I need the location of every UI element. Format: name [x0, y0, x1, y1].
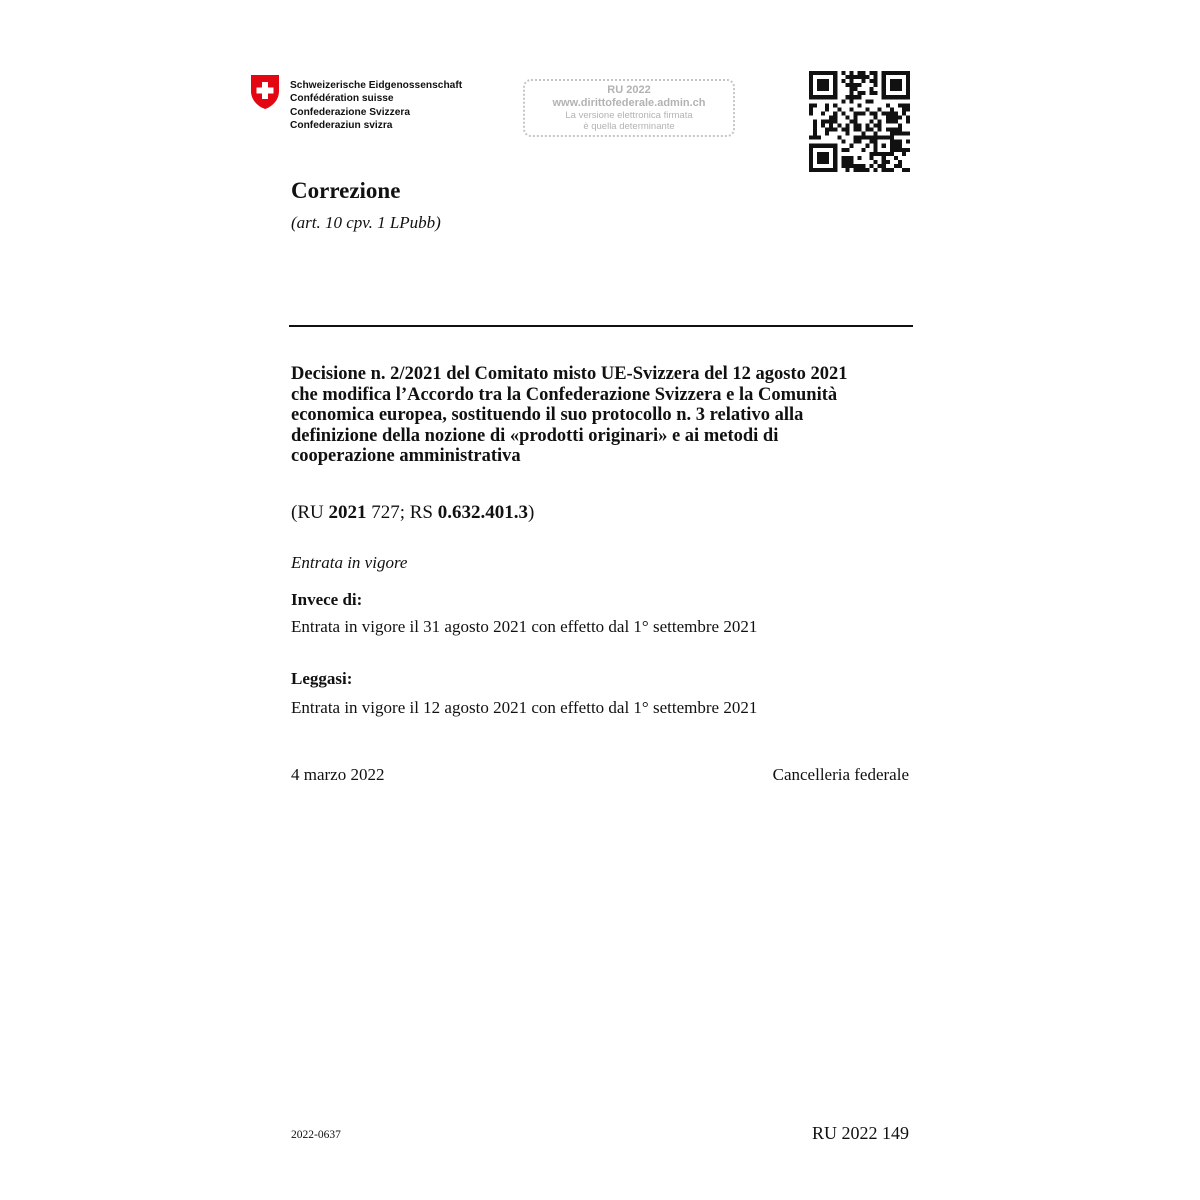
document-number: 2022-0637 — [291, 1129, 341, 1141]
qr-code-icon — [809, 71, 910, 172]
swiss-cross-icon — [250, 74, 280, 110]
page-title: Correzione — [291, 178, 401, 203]
confederation-name-it: Confederazione Svizzera — [290, 106, 411, 118]
stamp-note-2: è quella determinante — [583, 121, 675, 132]
confederation-names — [290, 79, 462, 132]
ref-ru-year: 2021 — [328, 502, 367, 523]
ref-rs-number: 0.632.401.3 — [437, 502, 529, 523]
divider — [289, 325, 913, 327]
read-text: Entrata in vigore il 12 agosto 2021 con effetto dal 1° settembre 2021 — [291, 698, 758, 717]
official-reference — [291, 502, 534, 524]
heading-line: cooperazione amministrativa — [291, 446, 521, 466]
stamp-ru: RU 2022 — [607, 84, 651, 96]
ru-reference: RU 2022 149 — [811, 1123, 909, 1143]
instead-text: Entrata in vigore il 31 agosto 2021 con effetto dal 1° settembre 2021 — [291, 617, 758, 636]
decision-heading — [291, 364, 911, 467]
instead-label: Invece di: — [291, 590, 363, 609]
official-stamp — [523, 79, 735, 137]
ref-mid: 727; RS — [366, 502, 438, 523]
page-subtitle: (art. 10 cpv. 1 LPubb) — [291, 213, 441, 232]
confederation-name-rm: Confederaziun svizra — [290, 119, 393, 131]
section-label: Entrata in vigore — [291, 553, 408, 572]
issuing-authority: Cancelleria federale — [772, 765, 909, 784]
document-date: 4 marzo 2022 — [291, 765, 385, 784]
ref-open: (RU — [291, 502, 329, 523]
heading-line: economica europea, sostituendo il suo protocollo n. 3 relativo alla — [291, 405, 804, 425]
confederation-name-de: Schweizerische Eidgenossenschaft — [290, 80, 463, 91]
heading-line: definizione della nozione di «prodotti originari» e ai metodi di — [291, 425, 779, 446]
heading-line: che modifica l’Accordo tra la Confederazione Svizzera e la Comunità — [291, 384, 838, 405]
read-label: Leggasi: — [291, 669, 353, 688]
stamp-note-1: La versione elettronica firmata — [565, 110, 693, 121]
stamp-url: www.dirittofederale.admin.ch — [552, 97, 706, 109]
ref-close: ) — [528, 502, 535, 523]
confederation-name-fr: Confédération suisse — [290, 93, 394, 105]
heading-line: Decisione n. 2/2021 del Comitato misto UE-Svizzera del 12 agosto 2021 — [291, 364, 848, 384]
